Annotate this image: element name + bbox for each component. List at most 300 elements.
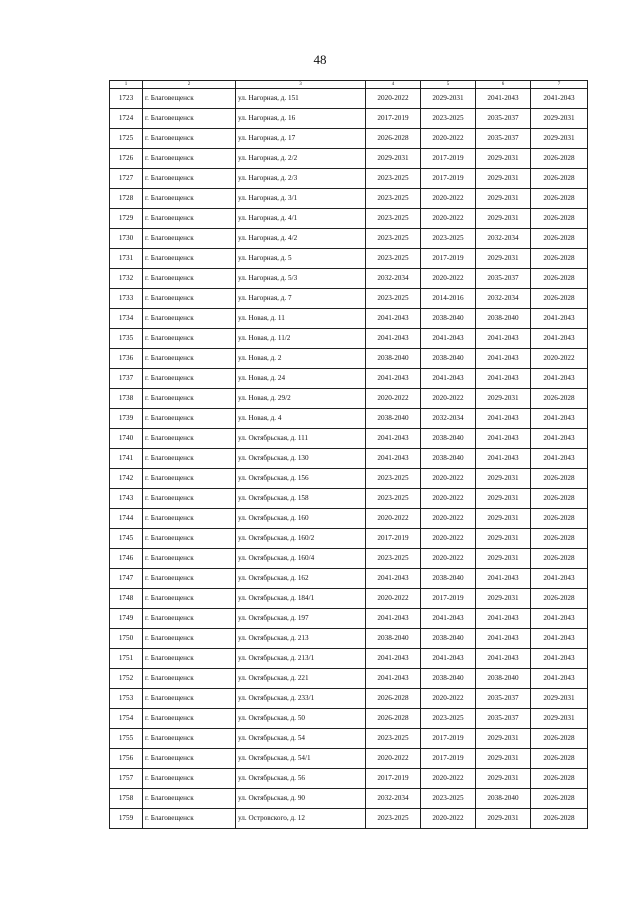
address-cell: ул. Октябрьская, д. 213/1 (236, 649, 366, 669)
table-row (110, 749, 588, 769)
period-cell: 2029-2031 (476, 509, 531, 529)
period-cell: 2026-2028 (531, 469, 588, 489)
period-cell: 2017-2019 (366, 529, 421, 549)
row-number: 1753 (110, 689, 143, 709)
period-cell: 2026-2028 (531, 389, 588, 409)
period-cell: 2038-2040 (476, 669, 531, 689)
period-cell: 2023-2025 (366, 189, 421, 209)
period-cell: 2014-2016 (421, 289, 476, 309)
row-number: 1739 (110, 409, 143, 429)
period-cell: 2041-2043 (476, 449, 531, 469)
city-cell: г. Благовещенск (143, 669, 236, 689)
period-cell: 2023-2025 (421, 229, 476, 249)
table-row (110, 289, 588, 309)
period-cell: 2041-2043 (531, 429, 588, 449)
address-cell: ул. Нагорная, д. 5/3 (236, 269, 366, 289)
period-cell: 2023-2025 (421, 789, 476, 809)
table-row (110, 729, 588, 749)
period-cell: 2041-2043 (531, 89, 588, 109)
city-cell: г. Благовещенск (143, 549, 236, 569)
period-cell: 2029-2031 (476, 389, 531, 409)
table-row (110, 389, 588, 409)
period-cell: 2029-2031 (476, 769, 531, 789)
column-number: 4 (366, 81, 421, 89)
city-cell: г. Благовещенск (143, 249, 236, 269)
period-cell: 2023-2025 (366, 289, 421, 309)
period-cell: 2041-2043 (476, 349, 531, 369)
row-number: 1738 (110, 389, 143, 409)
period-cell: 2020-2022 (421, 389, 476, 409)
table-row (110, 689, 588, 709)
address-cell: ул. Нагорная, д. 7 (236, 289, 366, 309)
city-cell: г. Благовещенск (143, 89, 236, 109)
period-cell: 2041-2043 (531, 369, 588, 389)
table-row (110, 309, 588, 329)
city-cell: г. Благовещенск (143, 649, 236, 669)
row-number: 1742 (110, 469, 143, 489)
period-cell: 2035-2037 (476, 689, 531, 709)
row-number: 1758 (110, 789, 143, 809)
table-row (110, 369, 588, 389)
table-row (110, 169, 588, 189)
period-cell: 2029-2031 (476, 489, 531, 509)
period-cell: 2023-2025 (366, 209, 421, 229)
period-cell: 2038-2040 (421, 449, 476, 469)
row-number: 1741 (110, 449, 143, 469)
address-cell: ул. Октябрьская, д. 184/1 (236, 589, 366, 609)
city-cell: г. Благовещенск (143, 449, 236, 469)
period-cell: 2020-2022 (366, 589, 421, 609)
period-cell: 2023-2025 (366, 489, 421, 509)
table-row (110, 269, 588, 289)
table-row (110, 249, 588, 269)
period-cell: 2041-2043 (421, 329, 476, 349)
table-row (110, 609, 588, 629)
city-cell: г. Благовещенск (143, 609, 236, 629)
period-cell: 2041-2043 (476, 609, 531, 629)
period-cell: 2023-2025 (421, 109, 476, 129)
period-cell: 2026-2028 (531, 269, 588, 289)
period-cell: 2023-2025 (421, 709, 476, 729)
row-number: 1728 (110, 189, 143, 209)
column-number: 7 (531, 81, 588, 89)
period-cell: 2038-2040 (366, 349, 421, 369)
city-cell: г. Благовещенск (143, 589, 236, 609)
period-cell: 2026-2028 (531, 209, 588, 229)
city-cell: г. Благовещенск (143, 709, 236, 729)
period-cell: 2038-2040 (476, 789, 531, 809)
table-row (110, 149, 588, 169)
row-number: 1723 (110, 89, 143, 109)
period-cell: 2020-2022 (421, 469, 476, 489)
city-cell: г. Благовещенск (143, 689, 236, 709)
row-number: 1733 (110, 289, 143, 309)
table-row (110, 809, 588, 829)
row-number: 1732 (110, 269, 143, 289)
period-cell: 2041-2043 (476, 629, 531, 649)
row-number: 1747 (110, 569, 143, 589)
period-cell: 2029-2031 (421, 89, 476, 109)
period-cell: 2020-2022 (421, 129, 476, 149)
column-number: 5 (421, 81, 476, 89)
address-cell: ул. Октябрьская, д. 90 (236, 789, 366, 809)
period-cell: 2020-2022 (366, 749, 421, 769)
table-row (110, 109, 588, 129)
row-number: 1744 (110, 509, 143, 529)
city-cell: г. Благовещенск (143, 289, 236, 309)
period-cell: 2023-2025 (366, 809, 421, 829)
row-number: 1752 (110, 669, 143, 689)
period-cell: 2026-2028 (531, 809, 588, 829)
period-cell: 2032-2034 (366, 789, 421, 809)
period-cell: 2020-2022 (366, 509, 421, 529)
address-cell: ул. Новая, д. 11 (236, 309, 366, 329)
period-cell: 2026-2028 (531, 549, 588, 569)
city-cell: г. Благовещенск (143, 429, 236, 449)
period-cell: 2017-2019 (421, 589, 476, 609)
table-row (110, 449, 588, 469)
address-cell: ул. Новая, д. 24 (236, 369, 366, 389)
table-row (110, 649, 588, 669)
period-cell: 2026-2028 (531, 509, 588, 529)
table-row (110, 549, 588, 569)
address-cell: ул. Нагорная, д. 4/2 (236, 229, 366, 249)
period-cell: 2041-2043 (366, 449, 421, 469)
period-cell: 2023-2025 (366, 549, 421, 569)
address-cell: ул. Октябрьская, д. 50 (236, 709, 366, 729)
city-cell: г. Благовещенск (143, 309, 236, 329)
period-cell: 2041-2043 (476, 429, 531, 449)
period-cell: 2026-2028 (531, 769, 588, 789)
period-cell: 2032-2034 (476, 229, 531, 249)
period-cell: 2020-2022 (421, 189, 476, 209)
address-cell: ул. Новая, д. 29/2 (236, 389, 366, 409)
row-number: 1743 (110, 489, 143, 509)
city-cell: г. Благовещенск (143, 769, 236, 789)
address-cell: ул. Островского, д. 12 (236, 809, 366, 829)
address-cell: ул. Новая, д. 11/2 (236, 329, 366, 349)
table-row (110, 469, 588, 489)
city-cell: г. Благовещенск (143, 189, 236, 209)
period-cell: 2041-2043 (366, 649, 421, 669)
row-number: 1730 (110, 229, 143, 249)
period-cell: 2020-2022 (421, 529, 476, 549)
address-cell: ул. Октябрьская, д. 221 (236, 669, 366, 689)
period-cell: 2029-2031 (476, 469, 531, 489)
period-cell: 2035-2037 (476, 129, 531, 149)
row-number: 1750 (110, 629, 143, 649)
period-cell: 2023-2025 (366, 229, 421, 249)
city-cell: г. Благовещенск (143, 389, 236, 409)
city-cell: г. Благовещенск (143, 489, 236, 509)
period-cell: 2041-2043 (366, 609, 421, 629)
row-number: 1729 (110, 209, 143, 229)
period-cell: 2035-2037 (476, 269, 531, 289)
row-number: 1735 (110, 329, 143, 349)
period-cell: 2020-2022 (421, 209, 476, 229)
address-cell: ул. Нагорная, д. 2/3 (236, 169, 366, 189)
city-cell: г. Благовещенск (143, 509, 236, 529)
period-cell: 2026-2028 (531, 529, 588, 549)
period-cell: 2041-2043 (476, 649, 531, 669)
table-row (110, 429, 588, 449)
period-cell: 2041-2043 (476, 89, 531, 109)
period-cell: 2035-2037 (476, 109, 531, 129)
table-row (110, 509, 588, 529)
city-cell: г. Благовещенск (143, 569, 236, 589)
period-cell: 2038-2040 (421, 629, 476, 649)
period-cell: 2041-2043 (366, 669, 421, 689)
period-cell: 2026-2028 (531, 789, 588, 809)
period-cell: 2029-2031 (476, 169, 531, 189)
row-number: 1731 (110, 249, 143, 269)
row-number: 1754 (110, 709, 143, 729)
period-cell: 2029-2031 (476, 209, 531, 229)
period-cell: 2029-2031 (476, 529, 531, 549)
period-cell: 2041-2043 (531, 329, 588, 349)
period-cell: 2029-2031 (476, 729, 531, 749)
period-cell: 2017-2019 (366, 109, 421, 129)
table-row (110, 669, 588, 689)
table-row (110, 229, 588, 249)
row-number: 1740 (110, 429, 143, 449)
address-cell: ул. Октябрьская, д. 197 (236, 609, 366, 629)
period-cell: 2041-2043 (531, 569, 588, 589)
row-number: 1725 (110, 129, 143, 149)
city-cell: г. Благовещенск (143, 369, 236, 389)
period-cell: 2041-2043 (531, 649, 588, 669)
period-cell: 2023-2025 (366, 729, 421, 749)
period-cell: 2041-2043 (531, 609, 588, 629)
city-cell: г. Благовещенск (143, 109, 236, 129)
period-cell: 2026-2028 (531, 589, 588, 609)
city-cell: г. Благовещенск (143, 469, 236, 489)
row-number: 1751 (110, 649, 143, 669)
period-cell: 2026-2028 (531, 489, 588, 509)
period-cell: 2026-2028 (531, 189, 588, 209)
period-cell: 2032-2034 (421, 409, 476, 429)
period-cell: 2029-2031 (476, 749, 531, 769)
city-cell: г. Благовещенск (143, 529, 236, 549)
period-cell: 2017-2019 (421, 149, 476, 169)
row-number: 1745 (110, 529, 143, 549)
period-cell: 2029-2031 (476, 249, 531, 269)
row-number: 1748 (110, 589, 143, 609)
period-cell: 2041-2043 (476, 329, 531, 349)
period-cell: 2026-2028 (531, 289, 588, 309)
period-cell: 2038-2040 (476, 309, 531, 329)
table-row (110, 329, 588, 349)
period-cell: 2035-2037 (476, 709, 531, 729)
period-cell: 2020-2022 (421, 489, 476, 509)
housing-registry-table (109, 80, 588, 829)
period-cell: 2029-2031 (476, 549, 531, 569)
row-number: 1726 (110, 149, 143, 169)
period-cell: 2017-2019 (421, 749, 476, 769)
address-cell: ул. Нагорная, д. 5 (236, 249, 366, 269)
city-cell: г. Благовещенск (143, 169, 236, 189)
address-cell: ул. Октябрьская, д. 54/1 (236, 749, 366, 769)
period-cell: 2041-2043 (531, 629, 588, 649)
table-row (110, 189, 588, 209)
address-cell: ул. Октябрьская, д. 233/1 (236, 689, 366, 709)
period-cell: 2038-2040 (421, 669, 476, 689)
address-cell: ул. Нагорная, д. 151 (236, 89, 366, 109)
row-number: 1727 (110, 169, 143, 189)
period-cell: 2029-2031 (531, 129, 588, 149)
city-cell: г. Благовещенск (143, 729, 236, 749)
address-cell: ул. Октябрьская, д. 160/4 (236, 549, 366, 569)
address-cell: ул. Октябрьская, д. 160 (236, 509, 366, 529)
period-cell: 2041-2043 (531, 309, 588, 329)
column-number: 3 (236, 81, 366, 89)
period-cell: 2020-2022 (421, 509, 476, 529)
period-cell: 2020-2022 (421, 269, 476, 289)
row-number: 1756 (110, 749, 143, 769)
row-number: 1755 (110, 729, 143, 749)
period-cell: 2041-2043 (476, 369, 531, 389)
period-cell: 2038-2040 (421, 429, 476, 449)
period-cell: 2020-2022 (421, 689, 476, 709)
table-row (110, 629, 588, 649)
table-row (110, 769, 588, 789)
column-number: 6 (476, 81, 531, 89)
period-cell: 2032-2034 (476, 289, 531, 309)
period-cell: 2017-2019 (421, 169, 476, 189)
period-cell: 2029-2031 (476, 189, 531, 209)
city-cell: г. Благовещенск (143, 809, 236, 829)
period-cell: 2029-2031 (531, 109, 588, 129)
table-row (110, 349, 588, 369)
city-cell: г. Благовещенск (143, 629, 236, 649)
period-cell: 2029-2031 (476, 589, 531, 609)
period-cell: 2026-2028 (531, 249, 588, 269)
address-cell: ул. Нагорная, д. 4/1 (236, 209, 366, 229)
row-number: 1736 (110, 349, 143, 369)
period-cell: 2038-2040 (421, 309, 476, 329)
address-cell: ул. Октябрьская, д. 160/2 (236, 529, 366, 549)
period-cell: 2041-2043 (531, 409, 588, 429)
table-row (110, 709, 588, 729)
row-number: 1746 (110, 549, 143, 569)
period-cell: 2017-2019 (421, 729, 476, 749)
address-cell: ул. Октябрьская, д. 56 (236, 769, 366, 789)
period-cell: 2041-2043 (531, 669, 588, 689)
address-cell: ул. Новая, д. 4 (236, 409, 366, 429)
address-cell: ул. Нагорная, д. 17 (236, 129, 366, 149)
period-cell: 2023-2025 (366, 469, 421, 489)
city-cell: г. Благовещенск (143, 209, 236, 229)
period-cell: 2038-2040 (421, 569, 476, 589)
table-row (110, 89, 588, 109)
period-cell: 2029-2031 (531, 689, 588, 709)
table-row (110, 489, 588, 509)
period-cell: 2020-2022 (421, 769, 476, 789)
period-cell: 2026-2028 (531, 729, 588, 749)
period-cell: 2041-2043 (531, 449, 588, 469)
period-cell: 2032-2034 (366, 269, 421, 289)
column-number-row (110, 81, 588, 89)
period-cell: 2041-2043 (421, 369, 476, 389)
city-cell: г. Благовещенск (143, 749, 236, 769)
period-cell: 2026-2028 (531, 169, 588, 189)
period-cell: 2017-2019 (421, 249, 476, 269)
city-cell: г. Благовещенск (143, 229, 236, 249)
row-number: 1737 (110, 369, 143, 389)
period-cell: 2041-2043 (366, 309, 421, 329)
period-cell: 2038-2040 (421, 349, 476, 369)
column-number: 2 (143, 81, 236, 89)
address-cell: ул. Нагорная, д. 16 (236, 109, 366, 129)
city-cell: г. Благовещенск (143, 409, 236, 429)
period-cell: 2041-2043 (421, 649, 476, 669)
period-cell: 2020-2022 (421, 809, 476, 829)
table-row (110, 589, 588, 609)
address-cell: ул. Октябрьская, д. 162 (236, 569, 366, 589)
table-row (110, 409, 588, 429)
period-cell: 2020-2022 (366, 89, 421, 109)
address-cell: ул. Новая, д. 2 (236, 349, 366, 369)
column-number: 1 (110, 81, 143, 89)
period-cell: 2041-2043 (421, 609, 476, 629)
address-cell: ул. Октябрьская, д. 156 (236, 469, 366, 489)
address-cell: ул. Октябрьская, д. 213 (236, 629, 366, 649)
period-cell: 2029-2031 (476, 809, 531, 829)
table-row (110, 209, 588, 229)
period-cell: 2023-2025 (366, 169, 421, 189)
address-cell: ул. Нагорная, д. 2/2 (236, 149, 366, 169)
page-number: 48 (313, 52, 327, 67)
address-cell: ул. Октябрьская, д. 111 (236, 429, 366, 449)
table-row (110, 129, 588, 149)
period-cell: 2038-2040 (366, 629, 421, 649)
row-number: 1724 (110, 109, 143, 129)
table-row (110, 569, 588, 589)
address-cell: ул. Октябрьская, д. 130 (236, 449, 366, 469)
city-cell: г. Благовещенск (143, 789, 236, 809)
table-row (110, 529, 588, 549)
period-cell: 2041-2043 (476, 409, 531, 429)
row-number: 1757 (110, 769, 143, 789)
period-cell: 2026-2028 (366, 129, 421, 149)
period-cell: 2041-2043 (366, 569, 421, 589)
period-cell: 2041-2043 (366, 429, 421, 449)
period-cell: 2026-2028 (366, 689, 421, 709)
table-row (110, 789, 588, 809)
address-cell: ул. Октябрьская, д. 158 (236, 489, 366, 509)
period-cell: 2029-2031 (476, 149, 531, 169)
city-cell: г. Благовещенск (143, 269, 236, 289)
city-cell: г. Благовещенск (143, 349, 236, 369)
city-cell: г. Благовещенск (143, 129, 236, 149)
period-cell: 2029-2031 (366, 149, 421, 169)
period-cell: 2020-2022 (421, 549, 476, 569)
city-cell: г. Благовещенск (143, 329, 236, 349)
period-cell: 2020-2022 (366, 389, 421, 409)
address-cell: ул. Октябрьская, д. 54 (236, 729, 366, 749)
period-cell: 2041-2043 (366, 369, 421, 389)
address-cell: ул. Нагорная, д. 3/1 (236, 189, 366, 209)
row-number: 1734 (110, 309, 143, 329)
period-cell: 2020-2022 (531, 349, 588, 369)
period-cell: 2041-2043 (476, 569, 531, 589)
row-number: 1759 (110, 809, 143, 829)
period-cell: 2026-2028 (531, 149, 588, 169)
row-number: 1749 (110, 609, 143, 629)
period-cell: 2029-2031 (531, 709, 588, 729)
city-cell: г. Благовещенск (143, 149, 236, 169)
period-cell: 2026-2028 (531, 229, 588, 249)
